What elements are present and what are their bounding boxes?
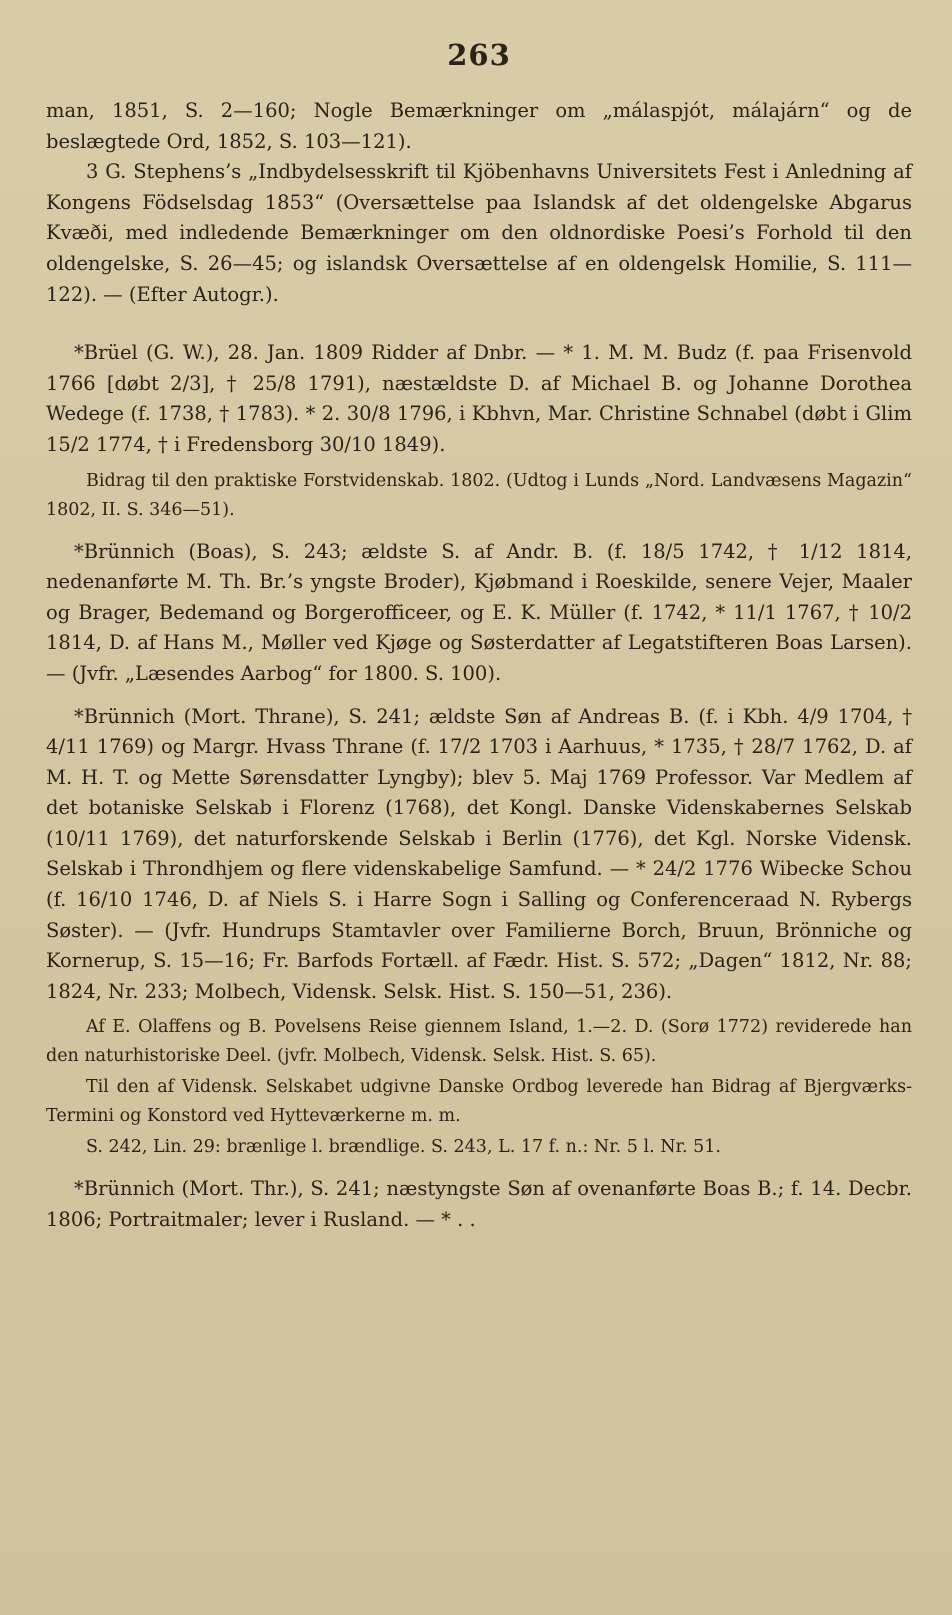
entry-note: Til den af Vidensk. Selskabet udgivne Danske Ordbog leverede han Bidrag af Bjergværks-Termini og Konstord ved Hytteværkerne m. m.	[46, 1077, 912, 1127]
continuation-paragraph: man, 1851, S. 2—160; Nogle Bemærkninger om „málaspjót, málajárn“ og de beslægtede Ord, 1852, S. 103—121).	[46, 99, 912, 153]
entry-note: Af E. Olaffens og B. Povelsens Reise giennem Island, 1.—2. D. (Sorø 1772) reviderede han den naturhistoriske Deel. (jvfr. Molbech, Vidensk. Selsk. Hist. S. 65).	[46, 1017, 912, 1067]
entry-note: Bidrag til den praktiske Forstvidenskab. 1802. (Udtog i Lunds „Nord. Landvæsens Magazin“ 1802, II. S. 346—51).	[46, 470, 912, 520]
entry-text: *Brünnich (Boas), S. 243; ældste S. af Andr. B. (f. 18/5 1742, † 1/12 1814, nedenanførte M. Th. Br.’s yngste Broder), Kjøbmand i Roeskilde, senere Vejer, Maaler og Brager, Bedemand og Borgerofficeer, og E. K. Müller (f. 1742, * 11/1 1767, † 10/2 1814, D. af Hans M., Møller ved Kjøge og Søsterdatter af Legatstifteren Boas Larsen). — (Jvfr. „Læsendes Aarbog“ for 1800. S. 100).	[46, 539, 912, 685]
stephens-paragraph: 3 G. Stephens’s „Indbydelsesskrift til Kjöbenhavns Universitets Fest i Anledning af Kongens Födselsdag 1853“ (Oversættelse paa Islandsk af det oldengelske Abgarus Kvæði, med indledende Bemærkninger om den oldnordiske Poesi’s Forhold til den oldengelske, S. 26—45; og islandsk Oversættelse af en oldengelsk Homilie, S. 111—122). — (Efter Autogr.).	[46, 160, 912, 306]
entry-brunnich-mort-thrane	[46, 702, 912, 1163]
page-number: 263	[447, 38, 511, 72]
entry-note: S. 242, Lin. 29: brænlige l. brændlige. S. 243, L. 17 f. n.: Nr. 5 l. Nr. 51.	[86, 1137, 721, 1158]
entry-text: *Brünnich (Mort. Thr.), S. 241; næstyngste Søn af ovenanførte Boas B.; f. 14. Decbr. 1806; Portraitmaler; lever i Rusland. — * . .	[46, 1177, 912, 1232]
entry-bruel	[46, 338, 912, 524]
entry-text: *Brüel (G. W.), 28. Jan. 1809 Ridder af Dnbr. — * 1. M. M. Budz (f. paa Frisenvold 1766 [døbt 2/3], † 25/8 1791), næstældste D. af Michael B. og Johanne Dorothea Wedege (f. 1738, † 1783). * 2. 30/8 1796, i Kbhvn, Mar. Christine Schnabel (døbt i Glim 15/2 1774, † i Fredensborg 30/10 1849).	[46, 341, 912, 456]
entry-brunnich-mort-thr	[46, 1174, 912, 1235]
entry-brunnich-boas	[46, 537, 912, 690]
entry-text: *Brünnich (Mort. Thrane), S. 241; ældste Søn af Andreas B. (f. i Kbh. 4/9 1704, † 4/11 1769) og Margr. Hvass Thrane (f. 17/2 1703 i Aarhuus, * 1735, † 28/7 1762, D. af M. H. T. og Mette Sørensdatter Lyngby); blev 5. Maj 1769 Professor. Var Medlem af det botaniske Selskab i Florenz (1768), det Kongl. Danske Videnskabernes Selskab (10/11 1769), det naturforskende Selskab i Berlin (1776), det Kgl. Norske Vidensk. Selskab i Throndhjem og flere videnskabelige Samfund. — * 24/2 1776 Wibecke Schou (f. 16/10 1746, D. af Niels S. i Harre Sogn i Salling og Conferenceraad N. Rybergs Søster). — (Jvfr. Hundrups Stamtavler over Familierne Borch, Bruun, Brönniche og Kornerup, S. 15—16; Fr. Barfods Fortæll. af Fædr. Hist. S. 572; „Dagen“ 1812, Nr. 88; 1824, Nr. 233; Molbech, Vidensk. Selsk. Hist. S. 150—51, 236).	[46, 704, 912, 1003]
